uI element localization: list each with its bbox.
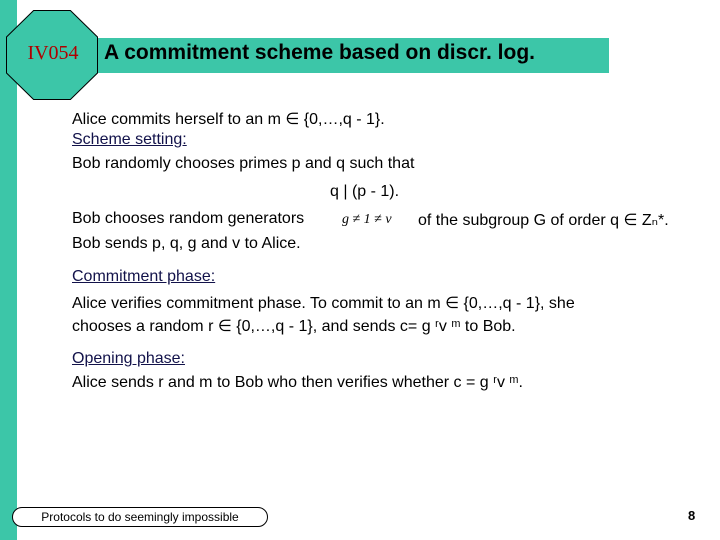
commitment-heading: Commitment phase: (72, 268, 216, 285)
page-number: 8 (688, 508, 696, 523)
footer-label: Protocols to do seemingly impossible (12, 507, 268, 527)
opening-heading: Opening phase: (72, 350, 185, 367)
generators-line-left: Bob chooses random generators (72, 210, 305, 227)
generators-formula: g ≠ 1 ≠ v (342, 212, 392, 227)
bob-primes-line: Bob randomly chooses primes p and q such that (72, 155, 415, 172)
commitment-line-1: Alice verifies commitment phase. To commit to an m ∈ {0,…,q - 1}, she (72, 295, 575, 312)
divides-line: q | (p - 1). (330, 183, 400, 200)
commitment-line-2: chooses a random r ∈ {0,…,q - 1}, and sends c= g ʳv ᵐ to Bob. (72, 318, 516, 335)
slide-title: A commitment scheme based on discr. log. (104, 41, 536, 64)
generators-line-right: of the subgroup G of order q ∈ Zₙ*. (418, 212, 669, 229)
intro-line: Alice commits herself to an m ∈ {0,…,q - 1}. (72, 111, 385, 128)
bob-sends-line: Bob sends p, q, g and v to Alice. (72, 235, 301, 252)
opening-line-1: Alice sends r and m to Bob who then verifies whether c = g ʳv ᵐ. (72, 374, 523, 391)
scheme-heading: Scheme setting: (72, 131, 187, 148)
course-code: IV054 (27, 42, 79, 64)
